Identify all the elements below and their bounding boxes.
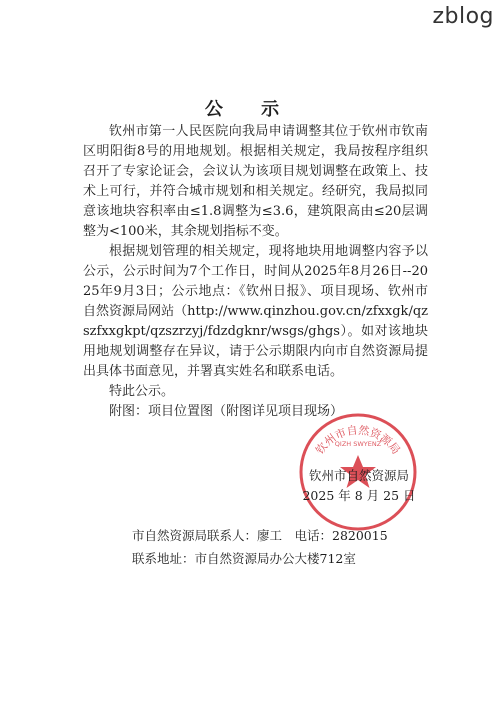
paragraph-closing: 特此公示。 [109,384,175,399]
page-title: 公 示 [204,99,296,120]
watermark-text: zblog [432,4,494,29]
signature-org: 钦州市自然资源局 [308,468,409,483]
paragraph-1: 钦州市第一人民医院向我局申请调整其位于钦州市钦南区明阳街8号的用地规划。根据相关规定，我局按程序组织召开了专家论证会，会议认为该项目规划调整在政策上、技术上可行，并符合城市规划和相关规定。经研究，我局拟同意该地块容积率由≤1.8调整为≤3.6，建筑限高由≤20层调整为<100米，其余规划指标不变。 [83,124,428,239]
paragraph-2: 根据规划管理的相关规定，现将地块用地调整内容予以公示，公示时间为7个工作日，时间从2025年8月26日--2025年9月3日；公示地点：《钦州日报》、项目现场、钦州市自然资源局网站（http://www.qinzhou.gov.cn/zfxxgk/qzszfxxgkpt/qzszrzyj/fdzdgknr/wsgs/ghgs）。如对该地块用地规划调整存在异议，请于公示期限内向市自然资源局提出具体书面意见，并署真实姓名和联系电话。 [83,244,428,379]
contact-person: 市自然资源局联系人：廖工 电话：2820015 [132,528,388,543]
paragraph-attachment: 附图：项目位置图（附图详见项目现场） [109,404,344,419]
stamp-arc-text: 钦州市自然资源局 [313,423,403,457]
stamp-latin-text: QIZH SWYENZ [334,440,382,448]
notice-body [83,122,428,422]
signature-date: 2025 年 8 月 25 日 [302,488,416,503]
contact-address: 联系地址：市自然资源局办公大楼712室 [132,551,356,566]
